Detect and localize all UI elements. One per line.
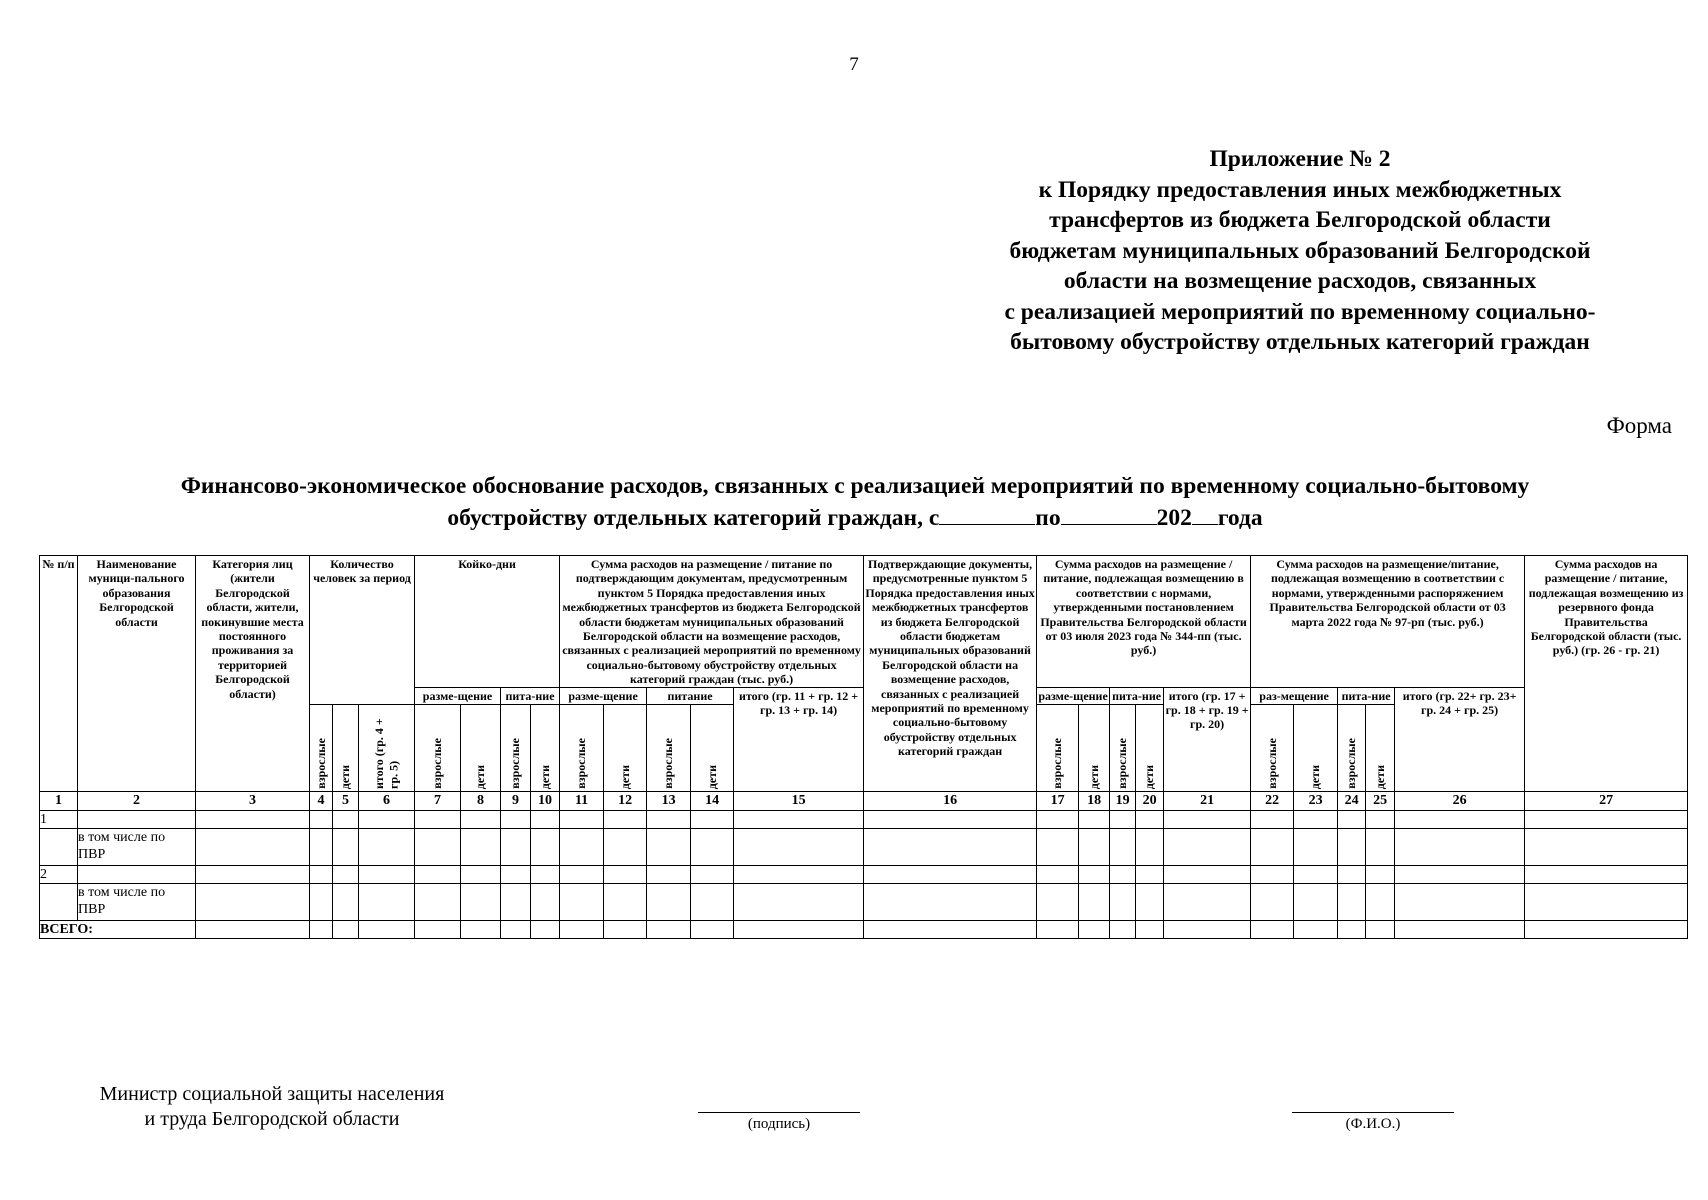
subheader-children: дети [333, 704, 359, 791]
table-cell[interactable] [1037, 810, 1079, 828]
table-cell[interactable] [647, 865, 691, 883]
appendix-line: с реализацией мероприятий по временному социально- [1004, 298, 1596, 325]
subheader-adults: взрослые [1338, 704, 1366, 791]
table-cell[interactable] [1525, 920, 1688, 938]
table-cell[interactable] [1395, 883, 1525, 920]
table-cell[interactable] [1037, 883, 1079, 920]
table-cell[interactable] [196, 828, 310, 865]
table-cell[interactable] [415, 920, 461, 938]
year-blank[interactable] [1192, 504, 1218, 525]
table-cell[interactable] [647, 828, 691, 865]
subheader-accommodation: раз-мещение [1251, 687, 1338, 704]
signatory-line: Министр социальной защиты населения [99, 1083, 445, 1105]
column-number: 15 [734, 791, 864, 810]
table-cell[interactable] [734, 865, 864, 883]
column-number: 26 [1395, 791, 1525, 810]
subheader-children: дети [1136, 704, 1164, 791]
table-cell[interactable] [1366, 828, 1395, 865]
table-cell[interactable] [1366, 883, 1395, 920]
date-from-blank[interactable] [939, 504, 1035, 525]
subheader-adults: взрослые [415, 704, 461, 791]
subheader-adults: взрослые [1251, 704, 1294, 791]
table-cell[interactable] [864, 810, 1037, 828]
table-cell[interactable] [1338, 828, 1366, 865]
table-cell[interactable] [359, 865, 415, 883]
table-cell[interactable] [415, 810, 461, 828]
table-cell[interactable] [1110, 828, 1136, 865]
row-name: в том числе по ПВР [78, 883, 196, 920]
subheader-total-26: итого (гр. 22+ гр. 23+ гр. 24 + гр. 25) [1395, 687, 1525, 791]
table-cell[interactable] [333, 828, 359, 865]
table-cell[interactable] [1525, 883, 1688, 920]
table-cell[interactable] [501, 810, 531, 828]
table-cell[interactable] [1037, 865, 1079, 883]
column-number: 23 [1294, 791, 1338, 810]
column-number: 16 [864, 791, 1037, 810]
row-number [40, 883, 78, 920]
table-cell[interactable] [461, 810, 501, 828]
signatory-line: и труда Белгородской области [144, 1108, 400, 1130]
table-cell[interactable] [461, 883, 501, 920]
table-cell[interactable] [1110, 865, 1136, 883]
column-number: 2 [78, 791, 196, 810]
table-cell[interactable] [415, 828, 461, 865]
table-cell[interactable] [604, 920, 647, 938]
table-cell[interactable] [1525, 865, 1688, 883]
table-cell[interactable] [1136, 883, 1164, 920]
title-line-2 [30, 502, 1680, 534]
table-cell[interactable] [1079, 810, 1110, 828]
expenses-table [39, 555, 1688, 939]
table-cell[interactable] [1395, 828, 1525, 865]
column-number: 21 [1164, 791, 1251, 810]
subheader-accommodation: разме-щение [1038, 688, 1108, 703]
row-name: в том числе по ПВР [78, 828, 196, 865]
title-text: 202 [1156, 505, 1192, 531]
table-cell[interactable] [1164, 920, 1251, 938]
col-header-num: № п/п [40, 556, 78, 792]
column-number: 5 [333, 791, 359, 810]
column-number: 4 [310, 791, 333, 810]
signature-caption: (подпись) [747, 1116, 811, 1132]
table-cell[interactable] [1338, 810, 1366, 828]
table-cell[interactable] [501, 828, 531, 865]
title-line-1: Финансово-экономическое обоснование расходов, связанных с реализацией мероприятий по временному социально-бытовому [180, 473, 1530, 499]
table-cell[interactable] [1294, 883, 1338, 920]
table-cell[interactable] [1079, 865, 1110, 883]
column-number: 20 [1136, 791, 1164, 810]
title-text: года [1217, 505, 1263, 531]
table-cell[interactable] [734, 810, 864, 828]
col-header-reserve-fund: Сумма расходов на размещение / питание, подлежащая возмещению из резервного фонда Правительства Белгородской области (тыс. руб.) (гр. 26 - гр. 21) [1525, 556, 1688, 792]
table-cell[interactable] [1164, 828, 1251, 865]
form-label: Форма [1606, 413, 1672, 438]
table-cell[interactable] [560, 828, 604, 865]
table-cell[interactable] [1037, 920, 1079, 938]
column-numbers-row [40, 791, 1688, 810]
table-cell[interactable] [1338, 883, 1366, 920]
table-cell[interactable] [310, 828, 333, 865]
table-cell[interactable] [560, 865, 604, 883]
table-cell[interactable] [604, 883, 647, 920]
table-row [40, 810, 1688, 828]
header-row [40, 556, 1688, 688]
col-header-supporting-docs: Подтверждающие документы, предусмотренные пунктом 5 Порядка предоставления иных межбюджетных трансфертов из бюджета Белгородской области бюджетам муниципальных образований Белгородской области на возмещение расходов, связанных с реализацией мероприятий по временному социально-бытовому обустройству отдельных категорий граждан [864, 556, 1037, 792]
column-number: 10 [531, 791, 560, 810]
table-cell[interactable] [310, 883, 333, 920]
subheader-total-21: итого (гр. 17 + гр. 18 + гр. 19 + гр. 20) [1164, 687, 1251, 791]
column-number: 12 [604, 791, 647, 810]
table-cell[interactable] [501, 883, 531, 920]
table-cell[interactable] [864, 920, 1037, 938]
table-cell[interactable] [1294, 920, 1338, 938]
table-cell[interactable] [1395, 810, 1525, 828]
table-cell[interactable] [1110, 810, 1136, 828]
column-number: 17 [1037, 791, 1079, 810]
table-cell[interactable] [1251, 810, 1294, 828]
table-cell[interactable] [864, 883, 1037, 920]
column-number: 18 [1079, 791, 1110, 810]
subheader-accommodation: разме-щение [415, 687, 501, 704]
full-name-caption: (Ф.И.О.) [1345, 1116, 1401, 1132]
table-cell[interactable] [1294, 828, 1338, 865]
table-cell[interactable] [647, 810, 691, 828]
title-text: обустройству отдельных категорий граждан, с [447, 505, 940, 531]
column-number: 11 [560, 791, 604, 810]
table-cell[interactable] [1136, 920, 1164, 938]
table-cell[interactable] [691, 828, 734, 865]
column-number: 27 [1525, 791, 1688, 810]
table-cell[interactable] [1251, 828, 1294, 865]
table-cell[interactable] [1136, 828, 1164, 865]
column-number: 1 [40, 791, 78, 810]
table-cell[interactable] [310, 810, 333, 828]
date-to-blank[interactable] [1061, 504, 1157, 525]
table-cell[interactable] [196, 810, 310, 828]
table-cell[interactable] [531, 865, 560, 883]
table-cell[interactable] [1251, 883, 1294, 920]
column-number: 22 [1251, 791, 1294, 810]
table-cell[interactable] [333, 865, 359, 883]
column-number: 24 [1338, 791, 1366, 810]
table-cell[interactable] [1037, 828, 1079, 865]
subheader-adults: взрослые [310, 704, 333, 791]
table-cell[interactable] [359, 920, 415, 938]
table-cell[interactable] [461, 865, 501, 883]
table-cell[interactable] [1164, 810, 1251, 828]
col-header-bed-days: Койко-дни [415, 556, 560, 688]
column-number: 7 [415, 791, 461, 810]
table-cell[interactable] [1366, 920, 1395, 938]
subheader-food: питание [647, 687, 734, 704]
column-number: 6 [359, 791, 415, 810]
subheader-food: пита-ние [1338, 687, 1395, 704]
column-number: 13 [647, 791, 691, 810]
table-cell[interactable] [864, 828, 1037, 865]
table-cell[interactable] [1251, 920, 1294, 938]
row-name [78, 865, 196, 883]
table-cell[interactable] [359, 810, 415, 828]
table-cell[interactable] [1079, 920, 1110, 938]
table-cell[interactable] [647, 883, 691, 920]
subheader-children: дети [531, 704, 560, 791]
signature-line[interactable] [698, 1112, 860, 1113]
subheader-children: дети [691, 704, 734, 791]
subheader-children: дети [1366, 704, 1395, 791]
table-cell[interactable] [1079, 883, 1110, 920]
row-number [40, 828, 78, 865]
col-header-municipality: Наименование муници-пального образования Белгородской области [78, 556, 196, 792]
column-number: 25 [1366, 791, 1395, 810]
table-cell[interactable] [1338, 865, 1366, 883]
table-cell[interactable] [333, 920, 359, 938]
table-cell[interactable] [196, 920, 310, 938]
table-row [40, 828, 1688, 865]
table-cell[interactable] [461, 920, 501, 938]
subheader-children: дети [604, 704, 647, 791]
table-row [40, 865, 1688, 883]
table-cell[interactable] [359, 828, 415, 865]
table-cell[interactable] [1525, 810, 1688, 828]
appendix-line: к Порядку предоставления иных межбюджетных [1038, 176, 1562, 203]
table-cell[interactable] [359, 883, 415, 920]
table-cell[interactable] [1079, 828, 1110, 865]
table-cell[interactable] [691, 865, 734, 883]
table-cell[interactable] [531, 810, 560, 828]
table-cell[interactable] [691, 883, 734, 920]
appendix-line: трансфертов из бюджета Белгородской области [1049, 207, 1551, 233]
table-cell[interactable] [604, 828, 647, 865]
appendix-line: области на возмещение расходов, связанных [1063, 268, 1537, 294]
table-cell[interactable] [310, 920, 333, 938]
table-cell[interactable] [604, 865, 647, 883]
table-cell[interactable] [691, 810, 734, 828]
table-cell[interactable] [1338, 920, 1366, 938]
table-cell[interactable] [531, 828, 560, 865]
appendix-line: Приложение № 2 [1209, 146, 1391, 172]
page-number: 7 [849, 54, 859, 75]
subheader-children: дети [1079, 704, 1110, 791]
table-cell[interactable] [1164, 865, 1251, 883]
appendix-line: бюджетам муниципальных образований Белгородской [1009, 237, 1591, 264]
table-cell[interactable] [1366, 810, 1395, 828]
document-title [30, 470, 1680, 534]
subheader-adults: взрослые [560, 704, 604, 791]
appendix-line: бытовому обустройству отдельных категорий граждан [1010, 329, 1590, 355]
column-number: 19 [1110, 791, 1136, 810]
title-text: по [1035, 505, 1061, 531]
table-cell[interactable] [1294, 865, 1338, 883]
table-cell[interactable] [604, 810, 647, 828]
table-cell[interactable] [415, 883, 461, 920]
table-cell[interactable] [531, 883, 560, 920]
table-cell[interactable] [560, 920, 604, 938]
table-cell[interactable] [691, 920, 734, 938]
col-header-people-count: Количество человек за период [310, 556, 415, 705]
total-label: ВСЕГО: [40, 920, 196, 938]
table-cell[interactable] [734, 920, 864, 938]
table-cell[interactable] [864, 865, 1037, 883]
subheader-adults: взрослые [1037, 704, 1079, 791]
table-cell[interactable] [734, 883, 864, 920]
subheader-total-15: итого (гр. 11 + гр. 12 + гр. 13 + гр. 14) [734, 687, 864, 791]
subheader-food: пита-ние [1110, 687, 1164, 704]
subheader-adults: взрослые [501, 704, 531, 791]
table-cell[interactable] [1366, 865, 1395, 883]
table-cell[interactable] [333, 810, 359, 828]
table-cell[interactable] [531, 920, 560, 938]
subheader-adults: взрослые [1110, 704, 1136, 791]
table-cell[interactable] [1395, 865, 1525, 883]
table-cell[interactable] [196, 883, 310, 920]
subheader-children: дети [461, 704, 501, 791]
column-number: 9 [501, 791, 531, 810]
table-cell[interactable] [333, 883, 359, 920]
column-number: 14 [691, 791, 734, 810]
table-cell[interactable] [1395, 920, 1525, 938]
col-header-expenses-97rp: Сумма расходов на размещение/питание, подлежащая возмещению в соответствии с нормами, утвержденными распоряжением Правительства Белгородской области от 03 марта 2022 года № 97-рп (тыс. руб.) [1251, 556, 1525, 688]
table-cell[interactable] [1251, 865, 1294, 883]
table-cell[interactable] [196, 865, 310, 883]
col-header-category: Категория лиц (жители Белгородской области, жители, покинувшие места постоянного проживания за территорией Белгородской области) [196, 556, 310, 792]
column-number: 8 [461, 791, 501, 810]
column-number: 3 [196, 791, 310, 810]
table-cell[interactable] [734, 828, 864, 865]
table-cell[interactable] [310, 865, 333, 883]
table-cell[interactable] [1110, 920, 1136, 938]
col-header-expenses-344pp: Сумма расходов на размещение / питание, подлежащая возмещению в соответствии с нормами, утвержденными постановлением Правительства Белгородской области от 03 июля 2023 года № 344-пп (тыс. руб.) [1037, 556, 1251, 688]
table-cell[interactable] [415, 865, 461, 883]
subheader-children: дети [1294, 704, 1338, 791]
row-number: 2 [40, 865, 78, 883]
row-name [78, 810, 196, 828]
table-cell[interactable] [1525, 828, 1688, 865]
table-cell[interactable] [1110, 883, 1136, 920]
table-cell[interactable] [560, 810, 604, 828]
table-cell[interactable] [461, 828, 501, 865]
table-cell[interactable] [560, 883, 604, 920]
subheader-accommodation: разме-щение [560, 687, 647, 704]
full-name-line[interactable] [1292, 1112, 1454, 1113]
table-cell[interactable] [501, 920, 531, 938]
table-cell[interactable] [1294, 810, 1338, 828]
subheader-adults: взрослые [647, 704, 691, 791]
table-cell[interactable] [1136, 810, 1164, 828]
col-header-expenses-docs: Сумма расходов на размещение / питание по подтверждающим документам, предусмотренным пунктом 5 Порядка предоставления иных межбюджетных трансфертов из бюджета Белгородской области бюджетам муниципальных образований Белгородской области на возмещение расходов, связанных с реализацией мероприятий по временному социально-бытовому обустройству отдельных категорий граждан (тыс. руб.) [560, 556, 864, 688]
total-row [40, 920, 1688, 938]
table-cell[interactable] [647, 920, 691, 938]
signatory-position [72, 1082, 472, 1132]
subheader-total-6: итого (гр. 4 + гр. 5) [359, 704, 415, 791]
row-number: 1 [40, 810, 78, 828]
table-cell[interactable] [1136, 865, 1164, 883]
table-cell[interactable] [1164, 883, 1251, 920]
table-row [40, 883, 1688, 920]
table-cell[interactable] [501, 865, 531, 883]
subheader-food: пита-ние [501, 687, 560, 704]
appendix-heading [940, 144, 1660, 358]
